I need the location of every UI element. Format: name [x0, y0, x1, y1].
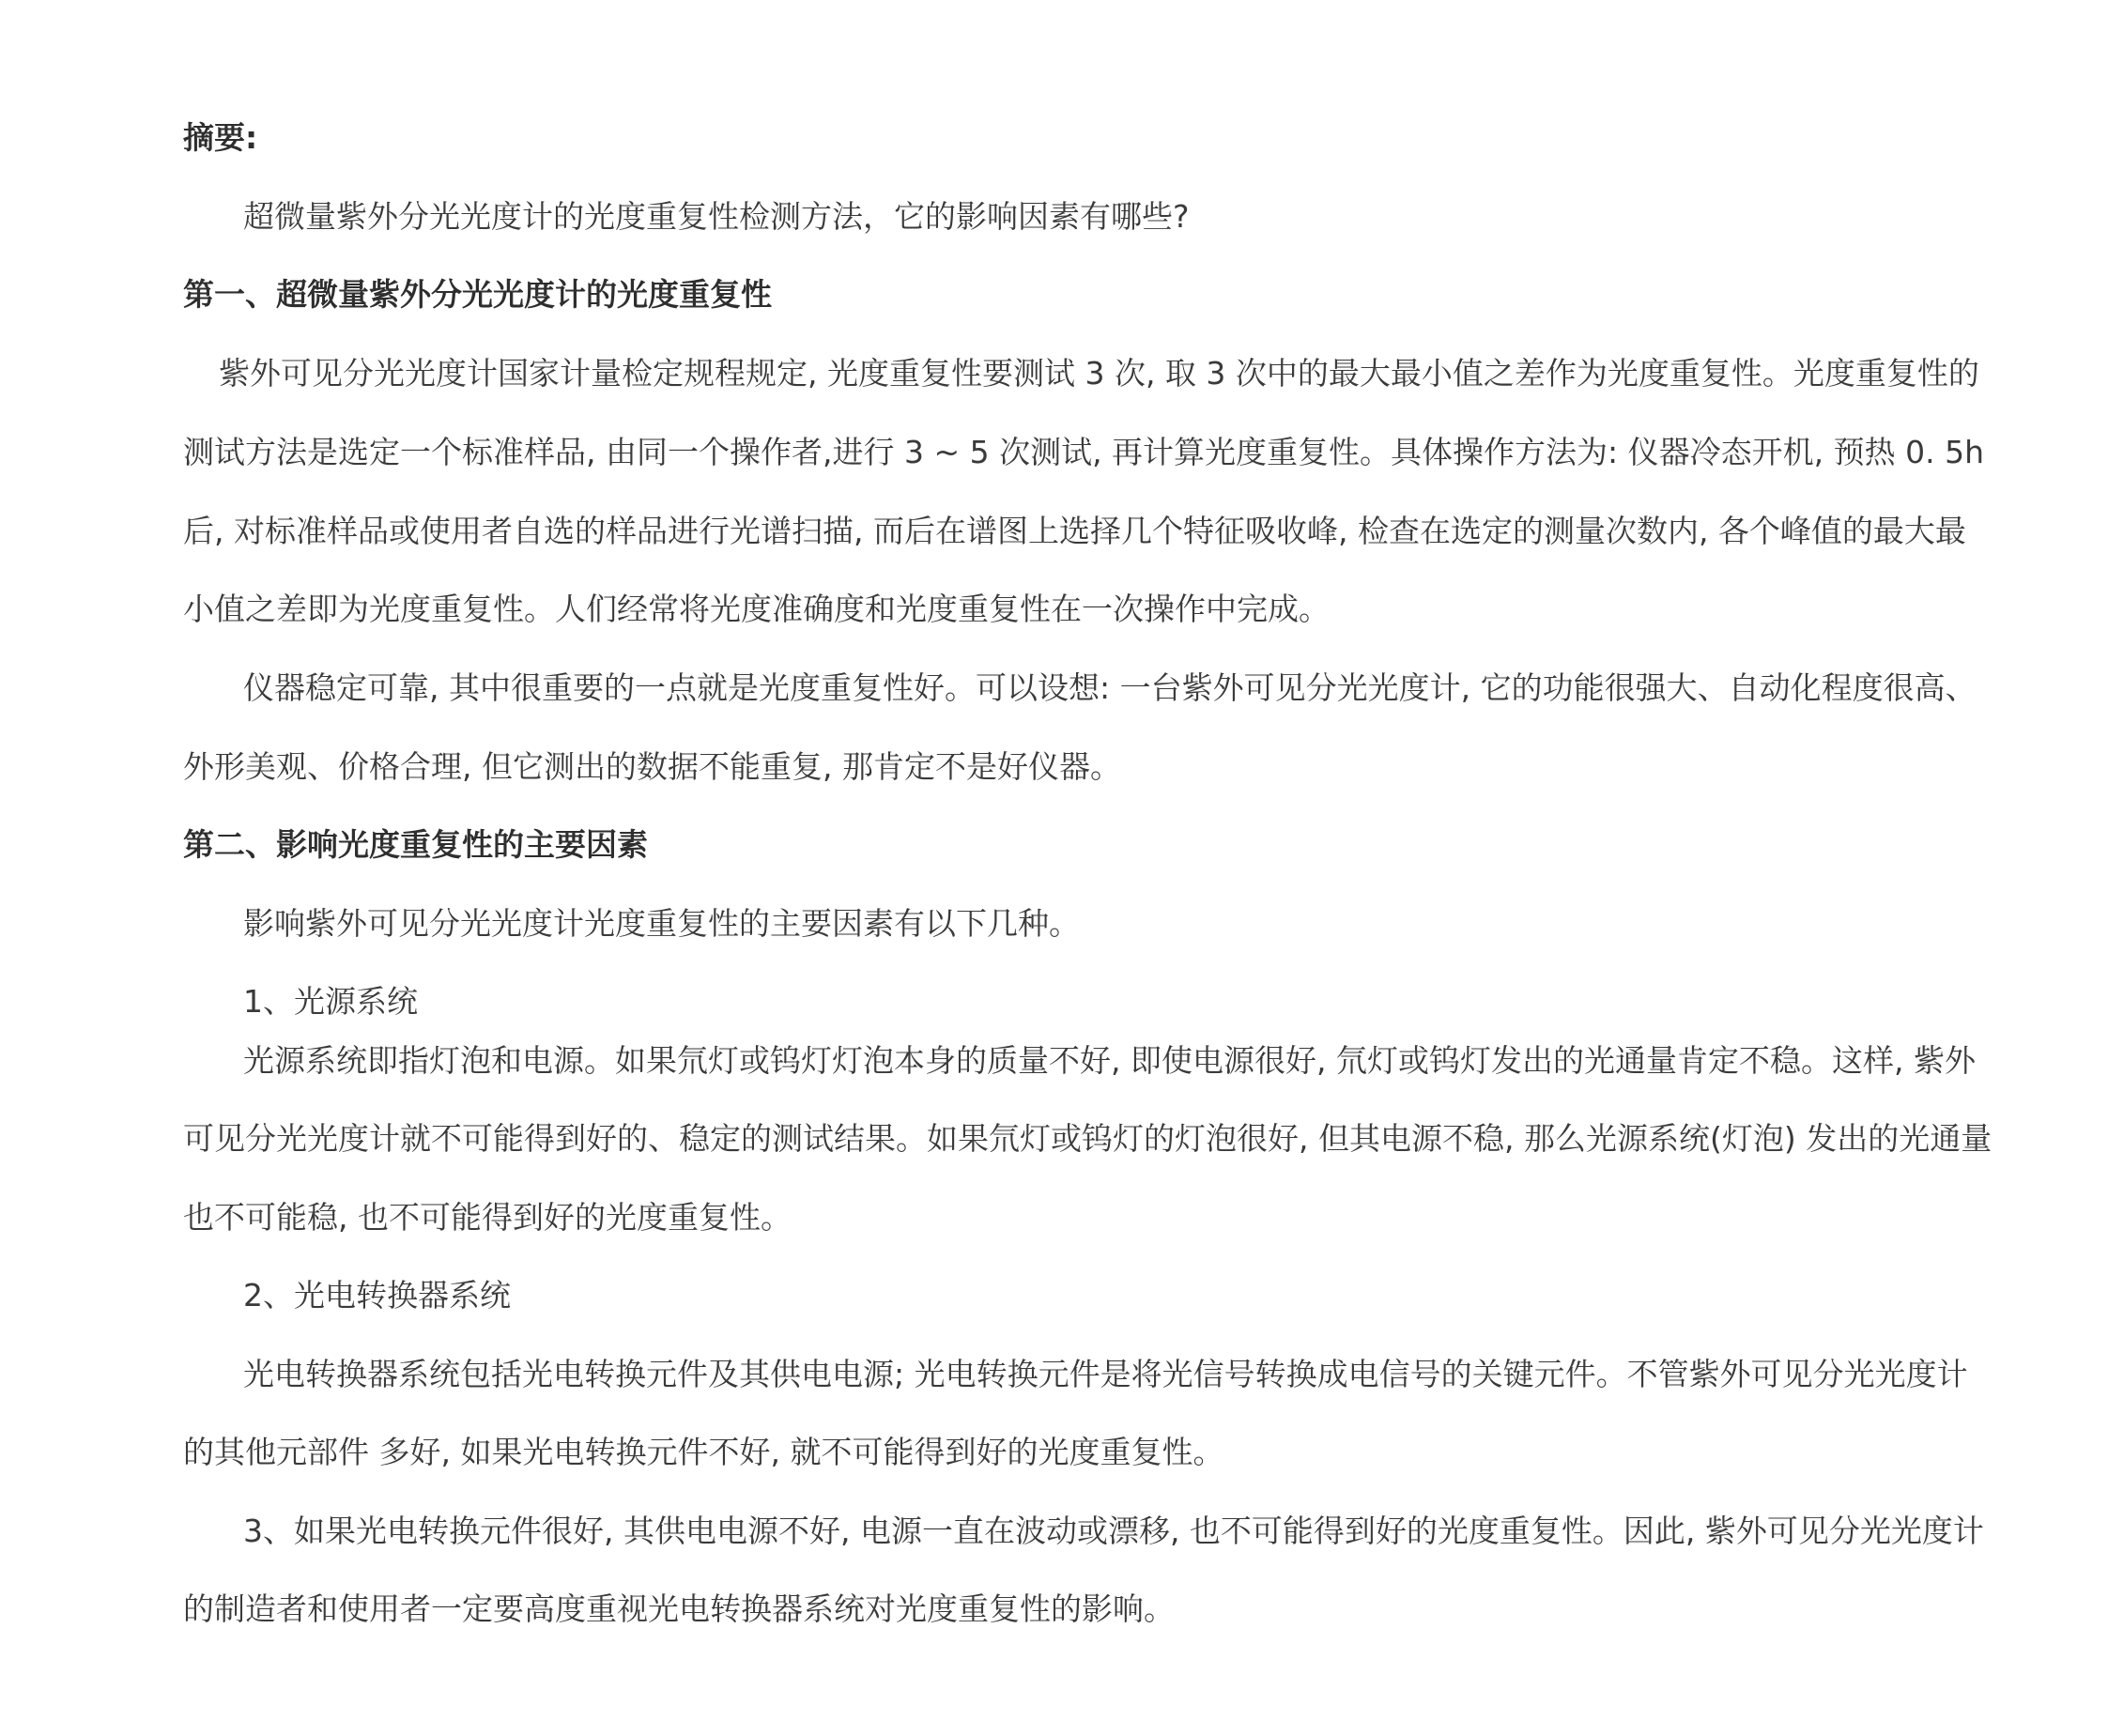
item2-line2: 的其他元部件 多好, 如果光电转换元件不好, 就不可能得到好的光度重复性。: [183, 1434, 1224, 1470]
section1-p1-line4: 小值之差即为光度重复性。人们经常将光度准确度和光度重复性在一次操作中完成。: [183, 591, 1330, 627]
item3-line2: 的制造者和使用者一定要高度重视光电转换器系统对光度重复性的影响。: [183, 1590, 1175, 1627]
abstract-label: 摘要:: [183, 119, 258, 156]
section2-heading: 第二、影响光度重复性的主要因素: [183, 826, 648, 863]
abstract-text: 超微量紫外分光光度计的光度重复性检测方法，它的影响因素有哪些?: [243, 198, 1190, 235]
item2-line1: 光电转换器系统包括光电转换元件及其供电电源; 光电转换元件是将光信号转换成电信号的关键元件。不管紫外可见分光光度计: [243, 1356, 1968, 1392]
item1-line3: 也不可能稳, 也不可能得到好的光度重复性。: [183, 1199, 792, 1236]
item1-line2: 可见分光光度计就不可能得到好的、稳定的测试结果。如果氘灯或钨灯的灯泡很好, 但其电源不稳, 那么光源系统(灯泡) 发出的光通量: [183, 1120, 1993, 1157]
item1-line1: 光源系统即指灯泡和电源。如果氘灯或钨灯灯泡本身的质量不好, 即使电源很好, 氘灯或钨灯发出的光通量肯定不稳。这样, 紫外: [243, 1042, 1976, 1079]
section1-p1-line3: 后, 对标准样品或使用者自选的样品进行光谱扫描, 而后在谱图上选择几个特征吸收峰, 检查在选定的测量次数内, 各个峰值的最大最: [183, 513, 1966, 549]
section1-p2-line2: 外形美观、价格合理, 但它测出的数据不能重复, 那肯定不是好仪器。: [183, 748, 1121, 785]
section1-p1-line1: 紫外可见分光光度计国家计量检定规程规定, 光度重复性要测试 3 次, 取 3 次中的最大最小值之差作为光度重复性。光度重复性的: [219, 355, 1979, 392]
section1-p2-line1: 仪器稳定可靠, 其中很重要的一点就是光度重复性好。可以设想: 一台紫外可见分光光度计, 它的功能很强大、自动化程度很高、: [243, 669, 1977, 706]
section1-heading: 第一、超微量紫外分光光度计的光度重复性: [183, 276, 772, 313]
section2-intro: 影响紫外可见分光光度计光度重复性的主要因素有以下几种。: [243, 905, 1080, 942]
item3-line1: 3、如果光电转换元件很好, 其供电电源不好, 电源一直在波动或漂移, 也不可能得到好的光度重复性。因此, 紫外可见分光光度计: [243, 1513, 1984, 1549]
section1-p1-line2: 测试方法是选定一个标准样品, 由同一个操作者,进行 3 ~ 5 次测试, 再计算光度重复性。具体操作方法为: 仪器冷态开机, 预热 0. 5h: [183, 434, 1985, 470]
item1-title: 1、光源系统: [243, 983, 418, 1020]
item2-title: 2、光电转换器系统: [243, 1277, 511, 1314]
